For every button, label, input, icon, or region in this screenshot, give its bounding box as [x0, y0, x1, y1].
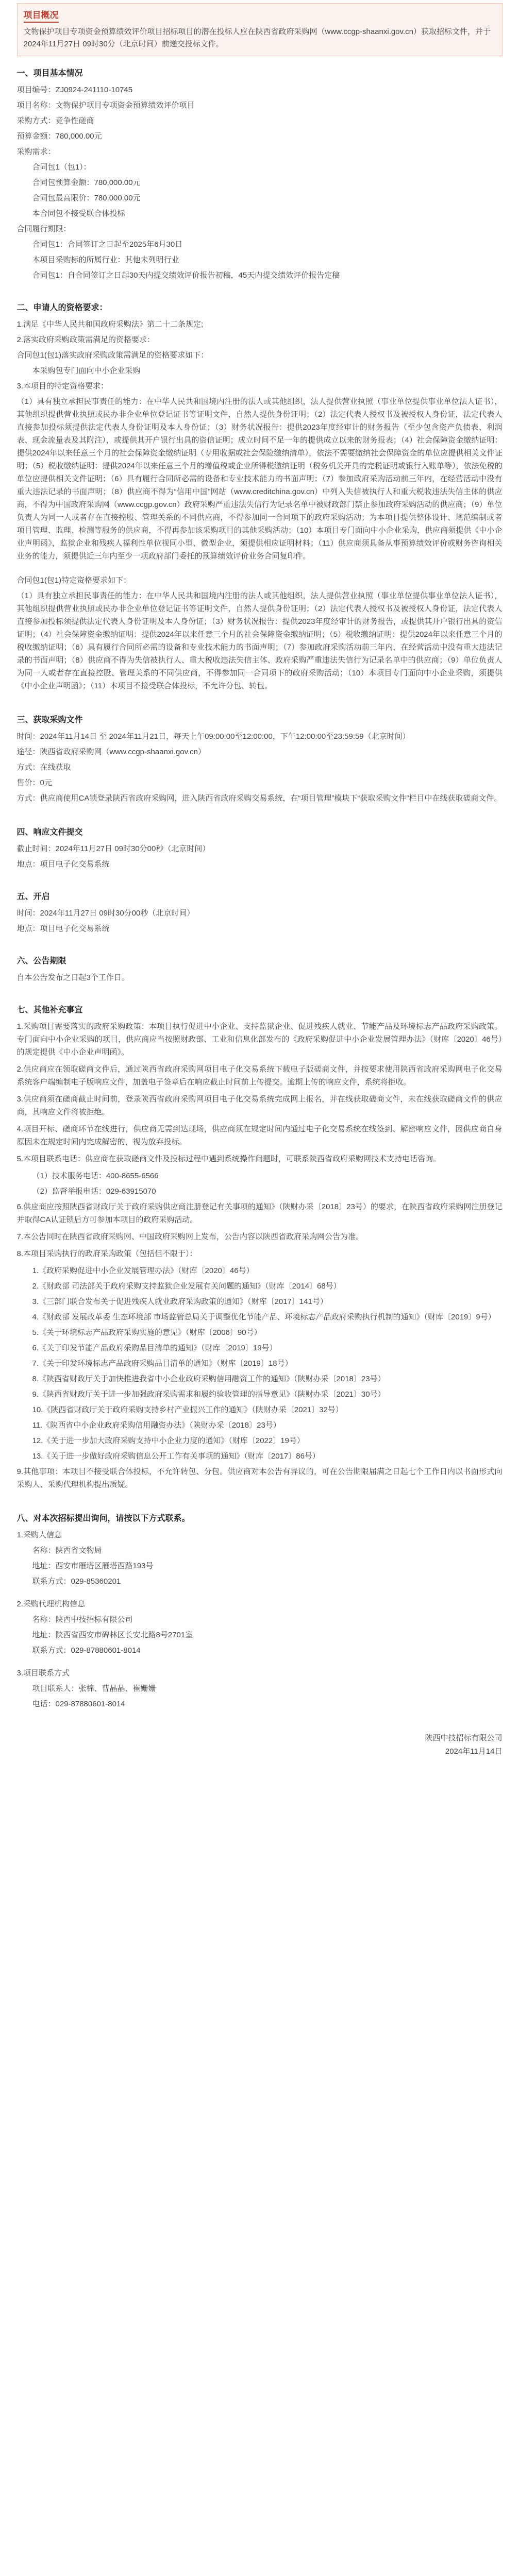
purchaser-label: 1.采购人信息 [16, 1531, 62, 1539]
policy-item: 9.《陕西省财政厅关于进一步加强政府采购需求和履约验收管理的指导意见》（陕财办采〔2021〕30号） [32, 1390, 386, 1399]
section-title: 七、其他补充事宜 [16, 1006, 83, 1014]
support-phone: （1）技术服务电话：400-8655-6566 [32, 1172, 159, 1180]
project-contact-phone: 电话：029-87880601-8014 [32, 1700, 125, 1708]
policy-item: 4.《财政部 发展改革委 生态环境部 市场监管总局关于调整优化节能产品、环境标志产品政府采购执行机制的通知》（财库〔2019〕9号） [32, 1313, 496, 1321]
acquire-method: 方式：在线获取 [16, 763, 71, 772]
package-budget: 合同包预算金额：780,000.00元 [32, 178, 141, 187]
announcement-page [17, 0, 503, 1758]
no-joint-bid: 本合同包不接受联合体投标 [32, 209, 125, 218]
footer-org: 陕西中技招标有限公司 [425, 1734, 503, 1742]
contract-period: 合同包1：合同签订之日起至2025年6月30日 [32, 240, 183, 249]
requirement-item: 2.落实政府采购政策需满足的资格要求： [16, 335, 155, 344]
procurement-requirement: 采购需求： [16, 147, 56, 156]
document-price: 售价：0元 [16, 778, 52, 787]
footer-date: 2024年11月14日 [445, 1747, 503, 1756]
announcement-period: 自本公告发布之日起3个工作日。 [16, 973, 129, 982]
supplement-paragraph: 7.本公告同时在陕西省政府采购网、中国政府采购网上发布，公告内容以陕西省政府采购网公告为准。 [16, 1232, 364, 1241]
submission-place: 地点：项目电子化交易系统 [16, 860, 110, 869]
package-requirement-label: 合同包1(包1)特定资格要求如下： [16, 576, 131, 585]
policy-item: 6.《关于印发节能产品政府采购品目清单的通知》（财库〔2019〕19号） [32, 1344, 277, 1352]
supplement-paragraph: 5.本项目联系电话：供应商在获取磋商文件及投标过程中遇到系统操作问题时，可联系陕西省政府采购网技术支持电话咨询。 [16, 1155, 441, 1163]
summary-title: 项目概况 [24, 8, 59, 23]
project-number: 项目编号：ZJ0924-241110-10745 [16, 86, 133, 94]
policy-item: 10.《陕西省财政厅关于政府采购支持乡村产业振兴工作的通知》（陕财办采〔2021〕32号） [32, 1405, 343, 1414]
supplement-closing: 9.其他事项：本项目不接受联合体投标，不允许转包、分包。供应商对本公告有异议的，可在公告期限届满之日起七个工作日内以书面形式向采购人、采购代理机构提出质疑。 [16, 1467, 503, 1489]
project-name: 项目名称：文物保护项目专项资金预算绩效评价项目 [16, 101, 195, 110]
summary-box [17, 3, 503, 56]
section-title: 六、公告期限 [16, 957, 66, 965]
purchaser-address: 地址：西安市雁塔区雁塔西路193号 [32, 1562, 154, 1570]
industry: 本项目采购标的所属行业：其他未列明行业 [32, 256, 179, 264]
acquire-channel: 途径：陕西省政府采购网（www.ccgp-shaanxi.gov.cn） [16, 748, 206, 756]
procurement-method: 采购方式：竞争性磋商 [16, 116, 94, 125]
requirement-paragraph: （1）具有独立承担民事责任的能力：在中华人民共和国境内注册的法人或其他组织，法人提供营业执照（事业单位提供事业单位法人证书），其他组织提供营业执照或民办非企业单位登记证书等证明文件，自然人提供身份证明；（2）法定代表人授权书及被授权人身份证，法定代表人直接参加投标须提供法定代表人身份证明及本人身份证；（3）财务状况报告：提供2023年度经审计的财务报告（至少包含资产负债表、利润表、现金流量表及其附注），或提供其开户银行出具的资信证明；成立时间不足一年的提供成立以来的财务报表；（4）社会保障资金缴纳证明：提供2024年以来任意三个月的社会保障资金缴纳证明（专用收据或社会保险缴纳清单），依法不需要缴纳社会保障资金的单位应提供相关文件证明；（5）税收缴纳证明：提供2024年以来任意三个月的增值税或企业所得税缴纳证明（税务机关开具的完税证明或银行入账单等），依法免税的单位应提供相关文件证明；（6）具有履行合同所必需的设备和专业技术能力的书面声明；（7）参加政府采购活动前三年内，在经营活动中没有重大违法记录的书面声明；（8）供应商不得为“信用中国”网站（www.creditchina.gov.cn）中列入失信被执行人和重大税收违法失信主体的供应商，不得为中国政府采购网（www.ccgp.gov.cn）政府采购严重违法失信行为记录名单中被财政部门禁止参加政府采购活动的供应商；（9）单位负责人为同一人或者存在直接控股、管理关系的不同供应商，不得参加同一合同项下的政府采购活动；为本项目提供整体设计、规范编制或者项目管理、监理、检测等服务的供应商，不得再参加该采购项目的其他采购活动；（10）本项目专门面向中小企业采购，供应商须提供《中小企业声明函》，监狱企业和残疾人福利性单位视同小型、微型企业，须提供相应证明材料；（11）供应商须具备从事预算绩效评价或财务咨询相关业务的能力，须提供近三年内至少一项政府部门委托的预算绩效评价业务合同复印件。 [16, 397, 503, 561]
supplement-paragraph: 8.本项目采购执行的政府采购政策（包括但不限于）： [16, 1249, 197, 1258]
package-max-price: 合同包最高限价：780,000.00元 [32, 194, 141, 202]
summary-text: 文物保护项目专项资金预算绩效评价项目招标项目的潜在投标人应在陕西省政府采购网（www.ccgp-shaanxi.gov.cn）获取招标文件，并于 2024年11月27日 09时30分（北京时间）前递交投标文件。 [23, 27, 491, 48]
policy-item: 7.《关于印发环境标志产品政府采购品目清单的通知》（财库〔2019〕18号） [32, 1359, 293, 1368]
project-contact-label: 3.项目联系方式 [16, 1669, 70, 1677]
purchaser-name: 名称：陕西省文物局 [32, 1546, 102, 1555]
policy-item: 13.《关于进一步做好政府采购信息公开工作有关事项的通知》（财库〔2017〕86号） [32, 1452, 320, 1461]
footer [17, 1732, 503, 1758]
policy-item: 12.《关于进一步加大政府采购支持中小企业力度的通知》（财库〔2022〕19号） [32, 1436, 305, 1445]
acquire-time: 时间：2024年11月14日 至 2024年11月21日，每天上午09:00:00至12:00:00，下午12:00:00至23:59:59（北京时间） [16, 732, 410, 741]
section-title: 三、获取采购文件 [16, 716, 83, 724]
section-title: 一、项目基本情况 [16, 69, 83, 78]
contract-period-label: 合同履行期限： [16, 225, 71, 233]
submission-deadline: 截止时间：2024年11月27日 09时30分00秒（北京时间） [16, 844, 210, 853]
opening-place: 地点：项目电子化交易系统 [16, 924, 110, 933]
agency-label: 2.采购代理机构信息 [16, 1600, 86, 1608]
policy-item: 1.《政府采购促进中小企业发展管理办法》（财库〔2020〕46号） [32, 1266, 254, 1275]
opening-time: 时间：2024年11月27日 09时30分00秒（北京时间） [16, 909, 195, 918]
supplement-paragraph: 4.项目开标、磋商环节在线进行，供应商无需到达现场，供应商须在规定时间内通过电子化交易系统在线签到、解密响应文件，因供应商自身原因未在规定时间内完成解密的，视为放弃投标。 [16, 1125, 503, 1146]
supplement-paragraph: 6.供应商应按照陕西省财政厅关于政府采购供应商注册登记有关事项的通知》（陕财办采〔2018〕23号）的要求，在陕西省政府采购网注册登记并取得CA认证锁后方可参加本项目的政府采购活动。 [16, 1202, 503, 1224]
purchaser-contact: 联系方式：029-85360201 [32, 1577, 121, 1586]
section-title: 四、响应文件提交 [16, 828, 83, 837]
supplement-paragraph: 3.供应商须在磋商截止时间前，登录陕西省政府采购网项目电子化交易系统完成网上报名，并在线获取磋商文件，未在线获取磋商文件的供应商，其响应文件将被拒绝。 [16, 1095, 503, 1116]
policy-item: 5.《关于环境标志产品政府采购实施的意见》（财库〔2006〕90号） [32, 1328, 262, 1337]
supervision-phone: （2）监督举报电话：029-63915070 [32, 1187, 156, 1196]
contract-package: 合同包1（包1）： [32, 163, 91, 172]
policy-item: 11.《陕西省中小企业政府采购信用融资办法》（陕财办采〔2018〕23号） [32, 1421, 281, 1430]
agency-name: 名称：陕西中技招标有限公司 [32, 1615, 133, 1624]
requirement-item: 1.满足《中华人民共和国政府采购法》第二十二条规定; [16, 320, 204, 329]
supplement-paragraph: 1.采购项目需要落实的政府采购政策：本项目执行促进中小企业、支持监狱企业、促进残疾人就业、节能产品及环境标志产品政府采购政策。专门面向中小企业采购的项目，供应商应当按照财政部、工业和信息化部发布的《政府采购促进中小企业发展管理办法》（财库〔2020〕46号）的规定提供《中小企业声明函》。 [16, 1022, 503, 1057]
policy-item: 2.《财政部 司法部关于政府采购支持监狱企业发展有关问题的通知》（财库〔2014〕68号） [32, 1282, 341, 1291]
section-title: 八、对本次招标提出询问，请按以下方式联系。 [16, 1514, 190, 1523]
specific-requirement-label: 3.本项目的特定资格要求： [16, 382, 109, 391]
supplement-paragraph: 2.供应商应在领取磋商文件后，通过陕西省政府采购网项目电子化交易系统下载电子版磋商文件，并按要求使用陕西省政府采购网电子化交易系统客户端编制电子版响应文件，加盖电子签章后在响应截止时间前上传提交。逾期上传的响应文件，系统将拒收。 [16, 1065, 503, 1087]
agency-address: 地址：陕西省西安市碑林区长安北路8号2701室 [32, 1631, 193, 1639]
section-title: 二、申请人的资格要求： [16, 303, 108, 312]
budget-amount: 预算金额：780,000.00元 [16, 132, 102, 141]
agency-contact: 联系方式：029-87880601-8014 [32, 1646, 141, 1655]
project-contact-people: 项目联系人：张棉、曹晶晶、崔姗姗 [32, 1684, 156, 1693]
acquire-note: 方式：供应商使用CA锁登录陕西省政府采购网，进入陕西省政府采购交易系统，在“项目管理”模块下“获取采购文件”栏目中在线获取磋商文件。 [16, 794, 502, 803]
section-title: 五、开启 [16, 892, 50, 901]
delivery-term: 合同包1：自合同签订之日起30天内提交绩效评价报告初稿，45天内提交绩效评价报告定稿 [32, 271, 340, 280]
requirement-item: 合同包1(包1)落实政府采购政策需满足的资格要求如下： [16, 351, 209, 360]
policy-item: 8.《陕西省财政厅关于加快推进我省中小企业政府采购信用融资工作的通知》（陕财办采〔2018〕23号） [32, 1375, 386, 1383]
requirement-paragraph: （1）具有独立承担民事责任的能力：在中华人民共和国境内注册的法人或其他组织，法人提供营业执照（事业单位提供事业单位法人证书），其他组织提供营业执照或民办非企业单位登记证书等证明文件，自然人提供身份证明；（2）法定代表人授权书及被授权人身份证，法定代表人直接参加投标须提供法定代表人身份证明及本人身份证；（3）财务状况报告：提供2023年度经审计的财务报告，或提供其开户银行出具的资信证明；（4）社会保障资金缴纳证明：提供2024年以来任意三个月的社会保障资金缴纳证明；（5）税收缴纳证明：提供2024年以来任意三个月的税收缴纳证明；（6）具有履行合同所必需的设备和专业技术能力的书面声明；（7）参加政府采购活动前三年内，在经营活动中没有重大违法记录的书面声明；（8）供应商不得为失信被执行人、重大税收违法失信主体、政府采购严重违法失信行为记录名单中的供应商；（9）单位负责人为同一人或者存在直接控股、管理关系的不同供应商，不得参加同一合同项下的政府采购活动；（10）本项目专门面向中小企业采购，须提供《中小企业声明函》；（11）本项目不接受联合体投标，不允许分包、转包。 [16, 591, 503, 690]
requirement-item: 本采购包专门面向中小企业采购 [32, 366, 141, 375]
policy-item: 3.《三部门联合发布关于促进残疾人就业政府采购政策的通知》（财库〔2017〕141号） [32, 1297, 328, 1306]
